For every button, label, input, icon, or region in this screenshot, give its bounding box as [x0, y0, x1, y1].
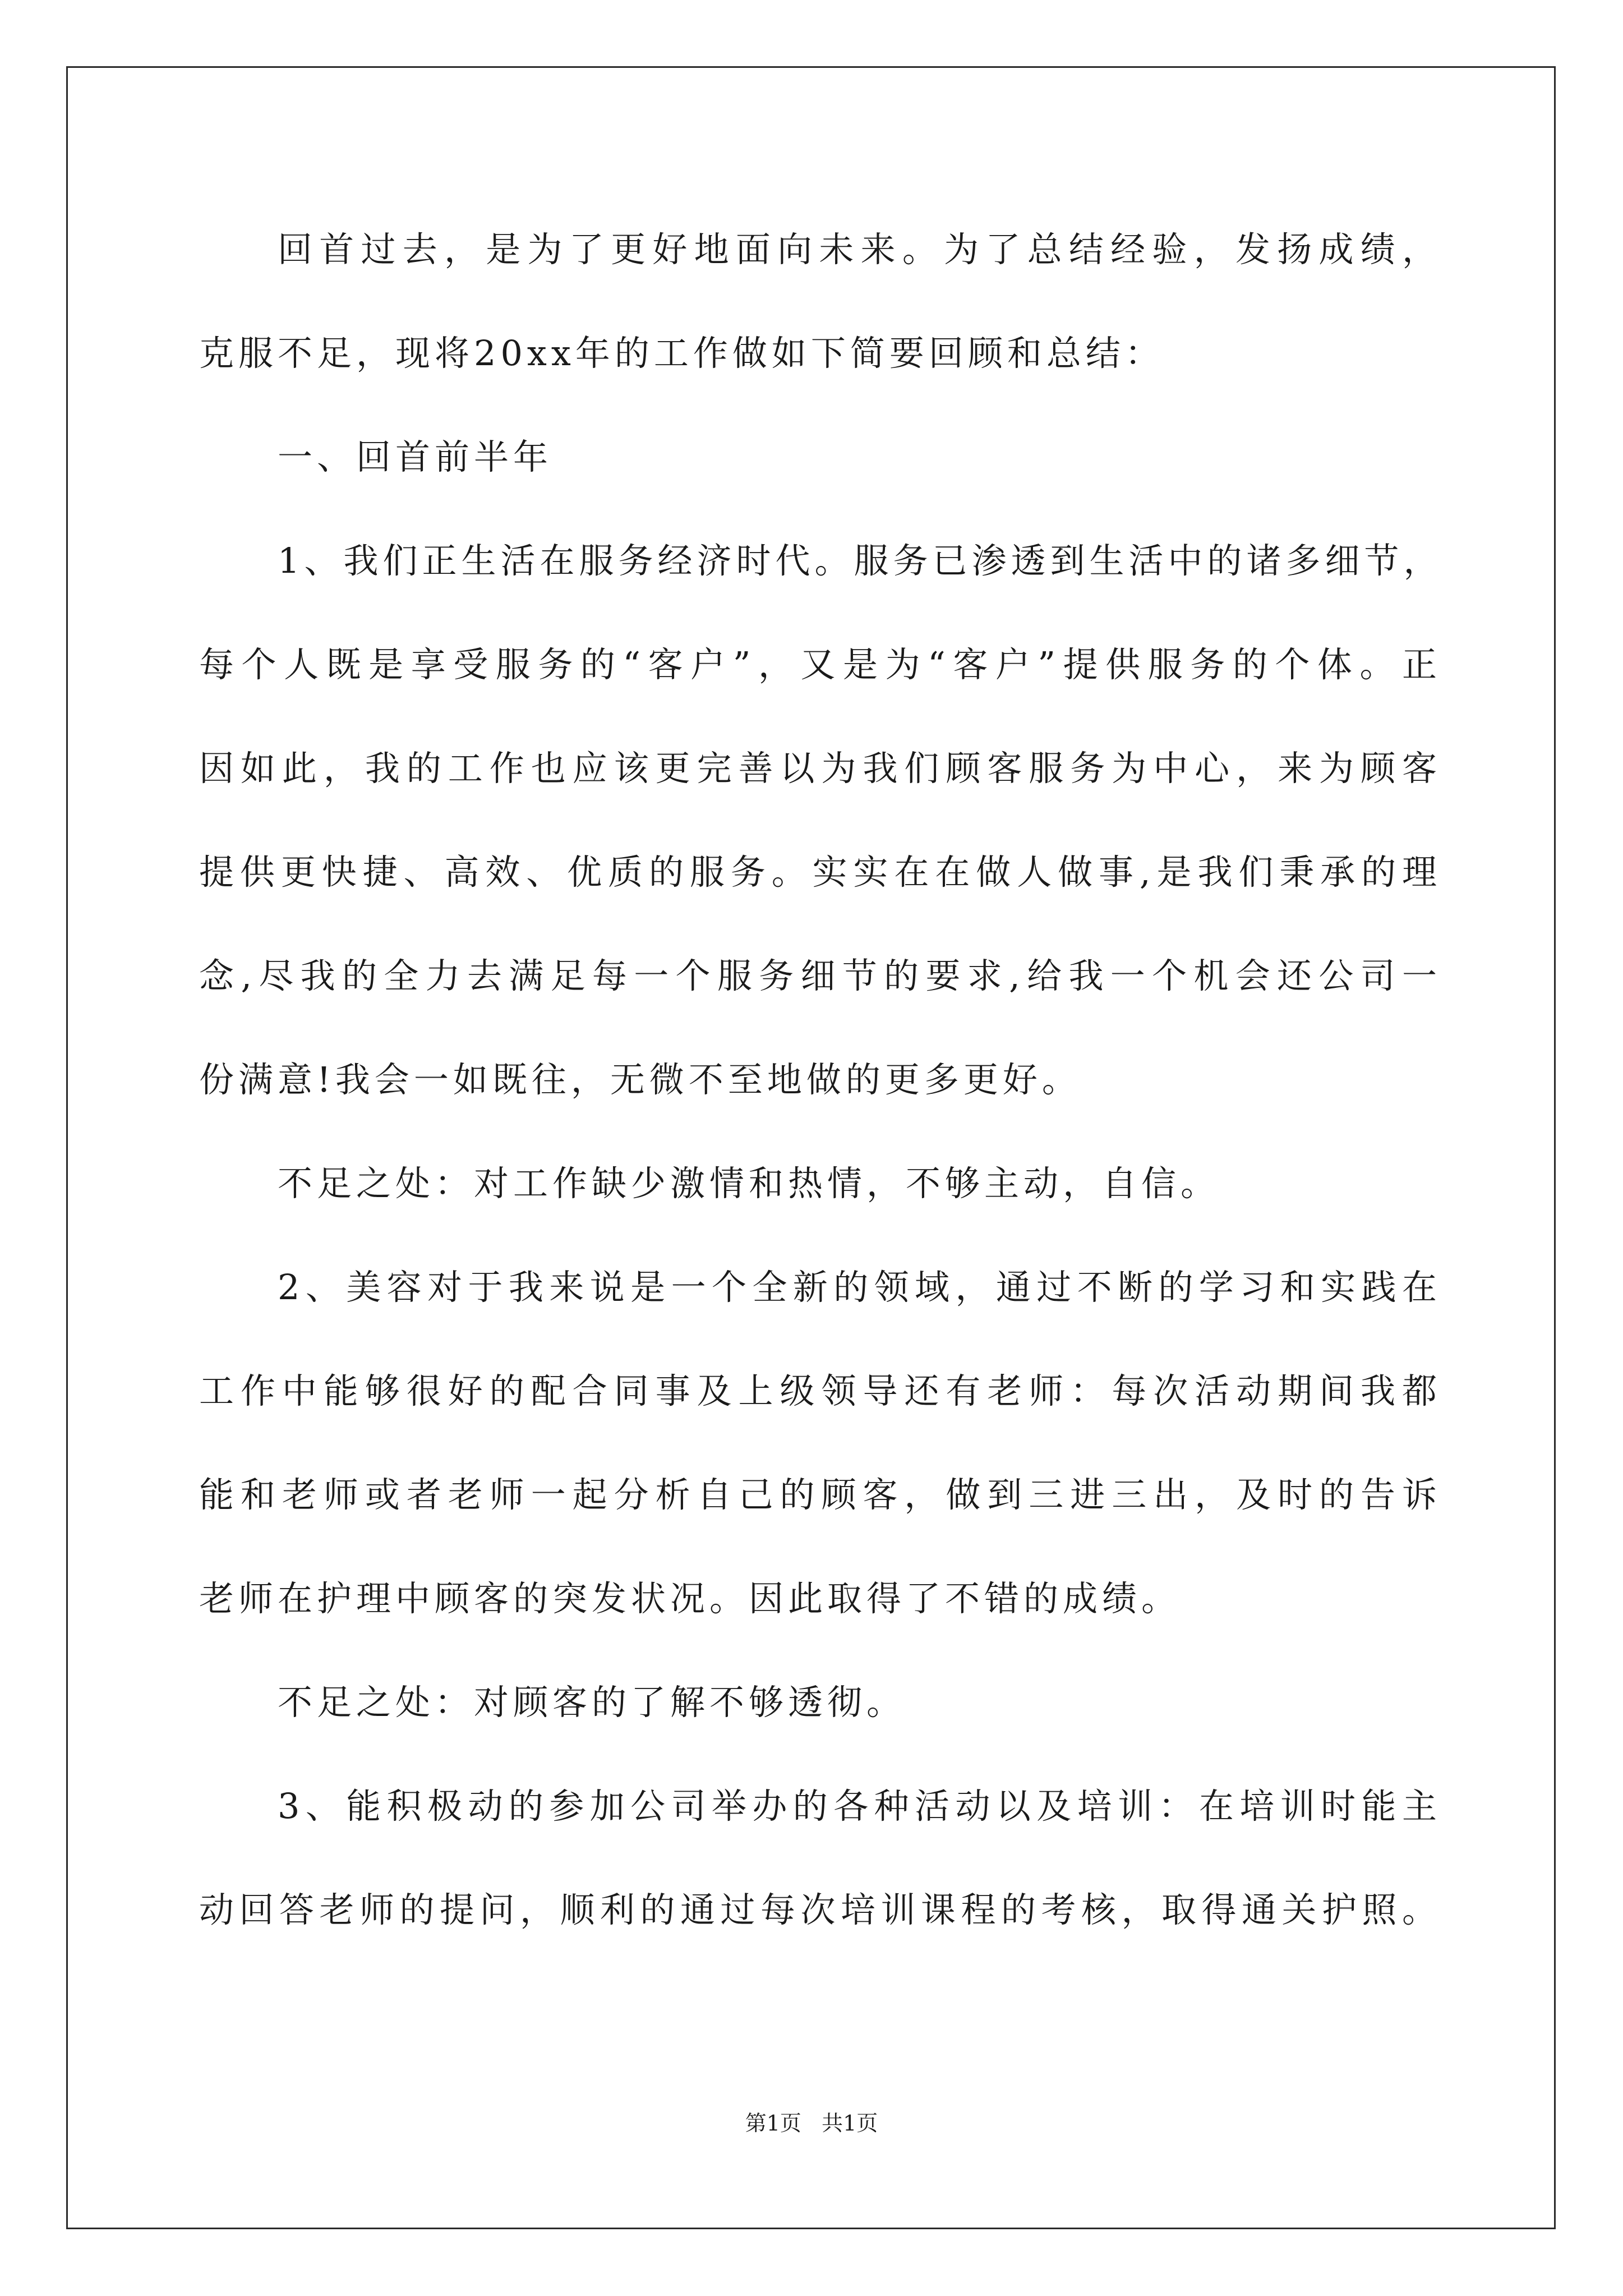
paragraph-2-line-3: 能和老师或者老师一起分析自己的顾客，做到三进三出，及时的告诉 [199, 1474, 1441, 1515]
paragraph-2-line-1: 2、美容对于我来说是一个全新的领域，通过不断的学习和实践在 [278, 1267, 1441, 1308]
section-heading: 一、回首前半年 [278, 436, 553, 477]
shortcoming-2: 不足之处：对顾客的了解不够透彻。 [278, 1682, 906, 1723]
paragraph-intro-line-2: 克服不足，现将20xx年的工作做如下简要回顾和总结： [199, 333, 1164, 374]
paragraph-3-line-1: 3、能积极动的参加公司举办的各种活动以及培训：在培训时能主 [278, 1786, 1441, 1826]
shortcoming-1: 不足之处：对工作缺少激情和热情，不够主动，自信。 [278, 1163, 1220, 1204]
paragraph-1-line-5: 念,尽我的全力去满足每一个服务细节的要求,给我一个机会还公司一 [199, 955, 1441, 996]
paragraph-1-line-4: 提供更快捷、高效、优质的服务。实实在在做人做事,是我们秉承的理 [199, 852, 1441, 892]
paragraph-1-line-1: 1、我们正生活在服务经济时代。服务已渗透到生活中的诸多细节， [278, 540, 1443, 581]
paragraph-intro-line-1: 回首过去，是为了更好地面向未来。为了总结经验，发扬成绩， [278, 229, 1441, 270]
paragraph-1-line-2: 每个人既是享受服务的“客户”，又是为“客户”提供服务的个体。正 [199, 644, 1441, 685]
paragraph-1-line-6: 份满意!我会一如既往，无微不至地做的更多更好。 [199, 1059, 1081, 1100]
paragraph-2-line-2: 工作中能够很好的配合同事及上级领导还有老师：每次活动期间我都 [199, 1370, 1441, 1411]
page-number-footer: 第1页 共1页 [745, 2111, 878, 2136]
paragraph-3-line-2: 动回答老师的提问，顺利的通过每次培训课程的考核，取得通关护照。 [199, 1889, 1441, 1930]
paragraph-2-line-4: 老师在护理中顾客的突发状况。因此取得了不错的成绩。 [199, 1578, 1181, 1619]
paragraph-1-line-3: 因如此，我的工作也应该更完善以为我们顾客服务为中心，来为顾客 [199, 748, 1441, 789]
